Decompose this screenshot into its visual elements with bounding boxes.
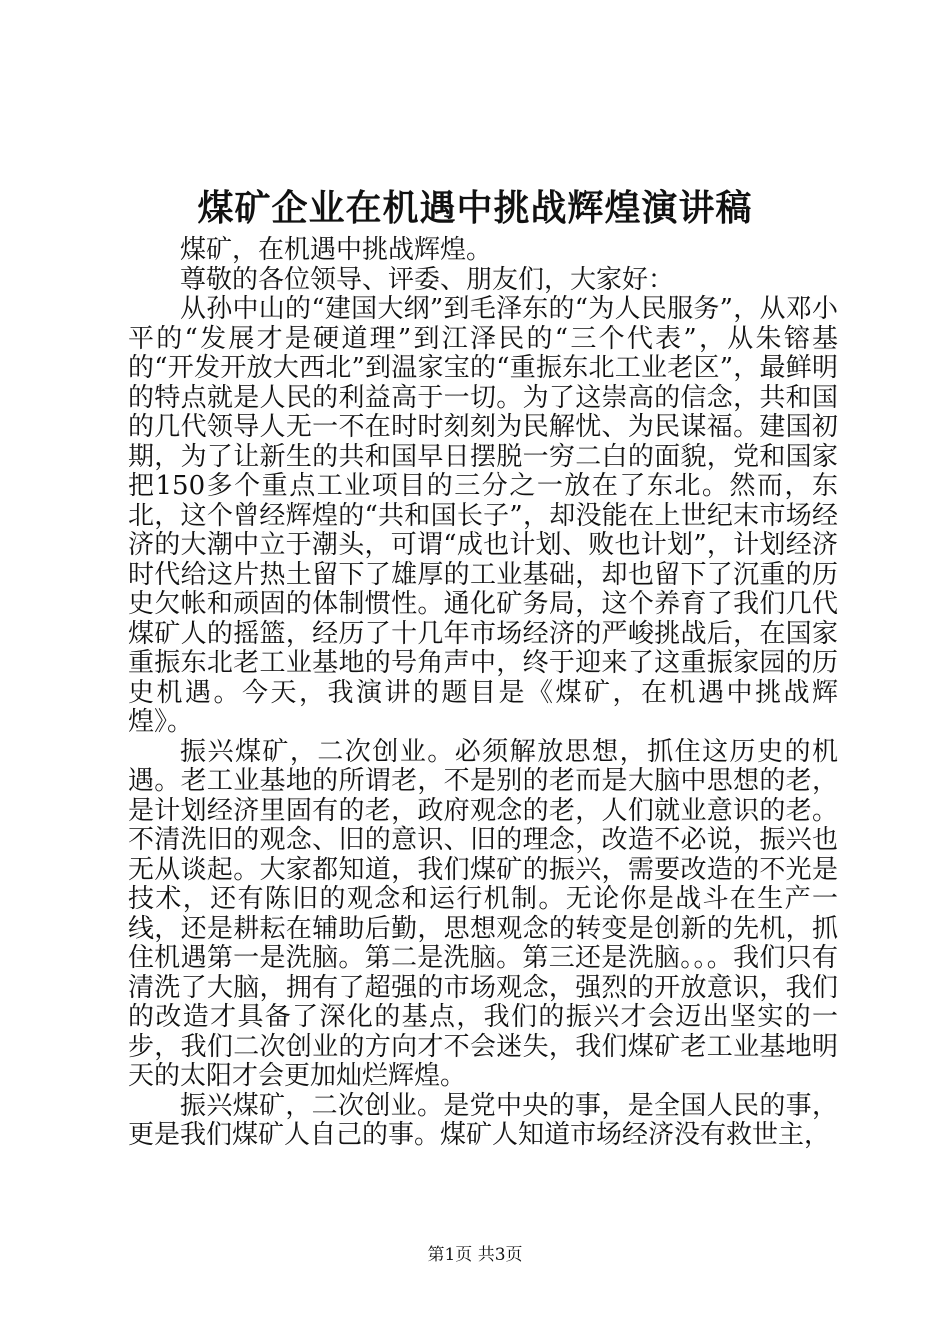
document-body (128, 236, 838, 1151)
paragraph-our-own-business: 振兴煤矿，二次创业。是党中央的事，是全国人民的事，更是我们煤矿人自己的事。煤矿人知道市场经济没有救世主， (128, 1090, 838, 1150)
document-title: 煤矿企业在机遇中挑战辉煌演讲稿 (197, 187, 753, 229)
paragraph-liberate-thinking: 振兴煤矿，二次创业。必须解放思想，抓住这历史的机遇。老工业基地的所谓老，不是别的老而是大脑中思想的老，是计划经济里固有的老，政府观念的老，人们就业意识的老。不清洗旧的观念、旧的意识、旧的理念，改造不必说，振兴也无从谈起。大家都知道，我们煤矿的振兴，需要改造的不光是技术，还有陈旧的观念和运行机制。无论你是战斗在生产一线，还是耕耘在辅助后勤，思想观念的转变是创新的先机，抓住机遇第一是洗脑。第二是洗脑。第三还是洗脑。。。我们只有清洗了大脑，拥有了超强的市场观念，强烈的开放意识，我们的改造才具备了深化的基点，我们的振兴才会迈出坚实的一步，我们二次创业的方向才不会迷失，我们煤矿老工业基地明天的太阳才会更加灿烂辉煌。 (128, 736, 838, 1091)
paragraph-greeting: 尊敬的各位领导、评委、朋友们，大家好： (180, 264, 675, 295)
paragraph-introduction: 从孙中山的“建国大纲”到毛泽东的“为人民服务”，从邓小平的“发展才是硬道理”到江泽民的“三个代表”，从朱镕基的“开发开放大西北”到温家宝的“重振东北工业老区”，最鲜明的特点就是人民的利益高于一切。为了这崇高的信念，共和国的几代领导人无一不在时时刻刻为民解忧、为民谋福。建国初期，为了让新生的共和国早日摆脱一穷二白的面貌，党和国家把150多个重点工业项目的三分之一放在了东北。然而，东北，这个曾经辉煌的“共和国长子”，却没能在上世纪末市场经济的大潮中立于潮头，可谓“成也计划、败也计划”，计划经济时代给这片热土留下了雄厚的工业基础，却也留下了沉重的历史欠帐和顽固的体制惯性。通化矿务局，这个养育了我们几代煤矿人的摇篮，经历了十几年市场经济的严峻挑战后，在国家重振东北老工业基地的号角声中，终于迎来了这重振家园的历史机遇。今天，我演讲的题目是《煤矿，在机遇中挑战辉煌》。 (128, 294, 838, 737)
paragraph-opening-line: 煤矿，在机遇中挑战辉煌。 (180, 235, 493, 265)
page-number-footer: 第1页 共3页 (427, 1245, 523, 1265)
